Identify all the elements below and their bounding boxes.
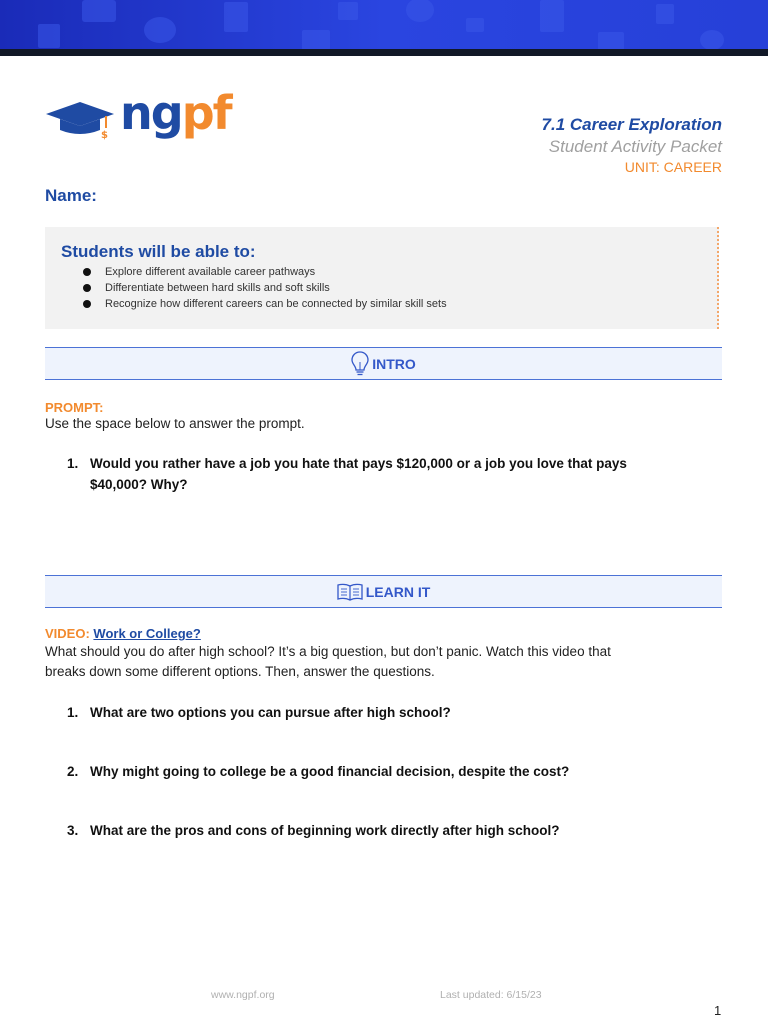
video-label: VIDEO: [45, 626, 90, 641]
objective-item: Recognize how different careers can be connected by similar skill sets [83, 296, 447, 312]
lightbulb-icon [351, 351, 369, 377]
learn-it-label: LEARN IT [365, 583, 431, 600]
unit-label: UNIT: CAREER [624, 159, 722, 175]
folder-icon [82, 0, 116, 22]
ngpf-logo[interactable]: ngpf [120, 86, 231, 140]
folder-icon [598, 32, 624, 50]
video-description-line-1: What should you do after high school? It’s a big question, but don’t panic. Watch this video that [45, 644, 611, 659]
learn-question-2 [67, 761, 717, 782]
objectives-list [83, 264, 447, 312]
question-text: Why might going to college be a good financial decision, despite the cost? [90, 764, 570, 779]
video-description-line-2: breaks down some different options. Then, answer the questions. [45, 664, 435, 679]
document-title: 7.1 Career Exploration [541, 115, 722, 134]
piggy-bank-icon [144, 17, 176, 43]
footer-last-updated: Last updated: 6/15/23 [440, 989, 542, 1001]
video-link[interactable]: Work or College? [93, 626, 201, 641]
question-text-line-2: $40,000? Why? [90, 477, 188, 492]
objectives-title: Students will be able to: [61, 242, 256, 261]
page-number: 1 [714, 1003, 722, 1018]
banner-divider [0, 49, 768, 56]
piggy-bank-icon [700, 30, 724, 50]
learn-question-1 [67, 702, 717, 723]
prompt-instructions: Use the space below to answer the prompt. [45, 416, 305, 431]
document-icon [224, 2, 248, 32]
intro-section-header [45, 347, 722, 380]
calculator-icon [656, 4, 674, 24]
document-subtitle: Student Activity Packet [548, 137, 722, 156]
objective-item: Explore different available career pathways [83, 264, 447, 280]
calculator-icon [540, 0, 564, 32]
top-banner [0, 0, 768, 56]
open-book-icon [337, 583, 363, 601]
question-text-line-1: Would you rather have a job you hate that pays $120,000 or a job you love that pays [90, 456, 627, 471]
learn-question-3 [67, 820, 717, 841]
folder-icon [466, 18, 484, 32]
objectives-box [45, 227, 719, 329]
document-header [542, 114, 722, 176]
folder-icon [302, 30, 330, 50]
question-number: 1. [67, 705, 79, 720]
piggy-bank-icon [406, 0, 434, 22]
prompt-label: PROMPT: [45, 400, 104, 415]
calculator-icon [338, 2, 358, 20]
question-text: What are two options you can pursue after high school? [90, 705, 451, 720]
footer-website[interactable]: www.ngpf.org [211, 989, 275, 1001]
objective-item: Differentiate between hard skills and soft skills [83, 280, 447, 296]
intro-question [67, 453, 717, 495]
intro-label: INTRO [372, 355, 416, 372]
question-text: What are the pros and cons of beginning work directly after high school? [90, 823, 560, 838]
svg-text:$: $ [101, 130, 108, 141]
learn-section-header [45, 575, 722, 608]
question-number: 1. [67, 456, 79, 471]
document-icon [38, 24, 60, 48]
video-line [45, 626, 201, 641]
question-number: 2. [67, 764, 79, 779]
question-number: 3. [67, 823, 79, 838]
name-label: Name: [45, 186, 97, 205]
banner-pattern [0, 0, 768, 56]
